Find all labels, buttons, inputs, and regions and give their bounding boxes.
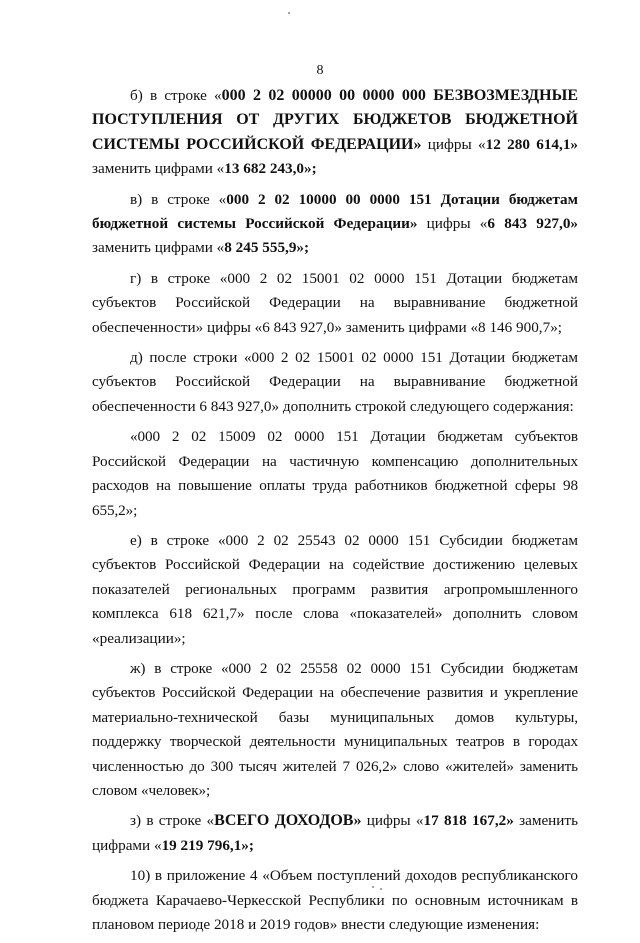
page-number: 8 (316, 63, 324, 78)
paragraph-v-new-value: 8 245 555,9»; (224, 239, 310, 257)
paragraph-z (92, 809, 578, 858)
scan-speck (380, 888, 382, 890)
paragraph-z-mid: цифры « (361, 812, 424, 830)
paragraph-z-old-value: 17 818 167,2» (423, 812, 514, 830)
paragraph-v (92, 188, 578, 261)
paragraph-z-new-value: 19 219 796,1»; (161, 836, 254, 854)
paragraph-b-new-value: 13 682 243,0»; (224, 160, 317, 178)
paragraph-b-prefix: б) в строке « (130, 87, 222, 104)
paragraph-d-quote: «000 2 02 15009 02 0000 151 Дотации бюджетам субъектов Российской Федерации на частичную компенсацию дополнительных расходов на повышение оплаты труда работников бюджетной сферы 98 655,2»; (92, 428, 578, 519)
paragraph-b-replace-text: заменить цифрами « (92, 160, 225, 178)
paragraph-v-prefix: в) в строке « (130, 190, 227, 208)
paragraph-zh: ж) в строке «000 2 02 25558 02 0000 151 Субсидии бюджетам субъектов Российской Федерации на обеспечение развития и укрепление материально-технической базы муниципальных домов культуры, поддержку творческой деятельности муниципальных театров в городах численностью до 300 тысяч жителей 7 026,2» слово «жителей» заменить словом «человек»; (92, 659, 578, 799)
paragraph-b (92, 84, 578, 182)
paragraph-v-replace-text: заменить цифрами « (92, 239, 225, 257)
paragraph-v-mid: цифры « (417, 215, 488, 233)
paragraph-v-old-value: 6 843 927,0» (487, 215, 579, 233)
paragraph-v-code: 000 2 02 10000 00 0000 151 Дотации бюджетам бюджетной системы Российской Федерации» (92, 190, 578, 233)
scan-speck (288, 12, 290, 14)
paragraph-z-prefix: з) в строке « (130, 812, 215, 830)
paragraph-z-replace-text: заменить цифрами « (92, 812, 578, 854)
paragraph-10: 10) в приложение 4 «Объем поступлений доходов республиканского бюджета Карачаево-Черкесской Республики по основным источникам в плановом периоде 2018 и 2019 годов» внести следующие изменения: (92, 867, 578, 933)
paragraph-z-code: ВСЕГО ДОХОДОВ» (214, 812, 362, 830)
paragraph-b-old-value: 12 280 614,1» (485, 135, 578, 153)
paragraph-g: г) в строке «000 2 02 15001 02 0000 151 Дотации бюджетам субъектов Российской Федерации на выравнивание бюджетной обеспеченности» цифры «6 843 927,0» заменить цифрами «8 146 900,7»; (92, 269, 578, 336)
paragraph-d: д) после строки «000 2 02 15001 02 0000 151 Дотации бюджетам субъектов Российской Федерации на выравнивание бюджетной обеспеченности 6 843 927,0» дополнить строкой следующего содержания: (92, 349, 578, 415)
document-body (92, 84, 578, 943)
paragraph-e: е) в строке «000 2 02 25543 02 0000 151 Субсидии бюджетам субъектов Российской Федерации на содействие достижению целевых показателей региональных программ развития агропромышленного комплекса 618 621,7» после слова «показателей» дополнить словом «реализации»; (92, 531, 578, 647)
scan-speck (372, 886, 374, 888)
paragraph-b-code: 000 2 02 00000 00 0000 000 БЕЗВОЗМЕЗДНЫЕ ПОСТУПЛЕНИЯ ОТ ДРУГИХ БЮДЖЕТОВ БЮДЖЕТНОЙ СИСТЕМЫ РОССИЙСКОЙ ФЕДЕРАЦИИ» (92, 87, 578, 153)
paragraph-b-mid: цифры « (421, 135, 486, 153)
